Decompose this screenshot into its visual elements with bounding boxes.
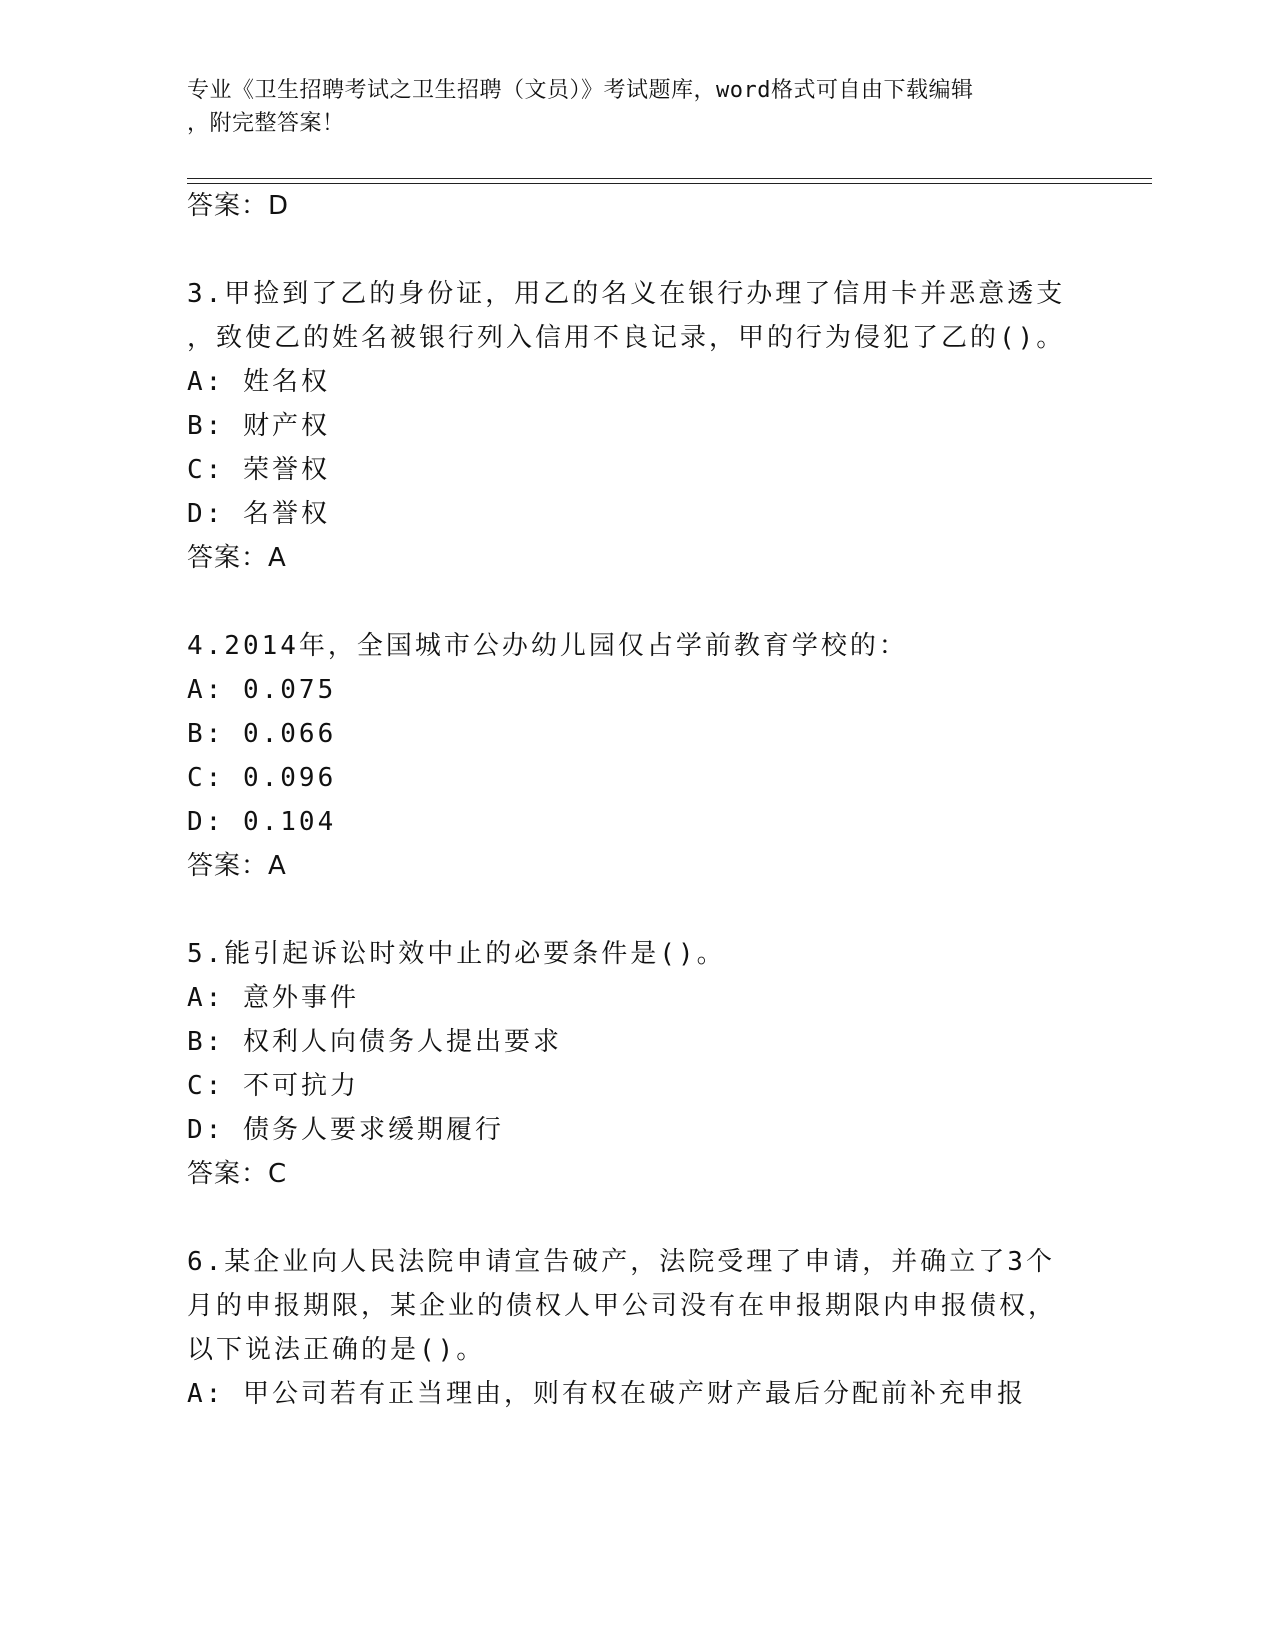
header-line-2: ，附完整答案！ <box>187 111 345 136</box>
q4-option-c: C: 0.096 <box>187 763 337 793</box>
q6-stem-line-3: 以下说法正确的是()。 <box>187 1335 486 1365</box>
q6-stem-line-1: 6.某企业向人民法院申请宣告破产，法院受理了申请，并确立了3个 <box>187 1247 1055 1277</box>
q4-option-d: D: 0.104 <box>187 807 337 837</box>
header-rule-top <box>187 178 1152 179</box>
q4-option-b: B: 0.066 <box>187 719 337 749</box>
q3-option-d: D: 名誉权 <box>187 499 330 529</box>
q2-answer: 答案：D <box>187 191 290 221</box>
q5-stem-line-1: 5.能引起诉讼时效中止的必要条件是()。 <box>187 939 726 969</box>
document-header <box>187 74 1067 140</box>
q3-stem-line-1: 3.甲捡到了乙的身份证，用乙的名义在银行办理了信用卡并恶意透支 <box>187 279 1066 309</box>
q4-stem-line-1: 4.2014年，全国城市公办幼儿园仅占学前教育学校的： <box>187 631 908 661</box>
q6-option-a: A: 甲公司若有正当理由，则有权在破产财产最后分配前补充申报 <box>187 1379 1026 1409</box>
q4-answer: 答案：A <box>187 851 287 881</box>
header-rule-bottom <box>187 183 1152 184</box>
q3-answer: 答案：A <box>187 543 287 573</box>
q4-option-a: A: 0.075 <box>187 675 337 705</box>
q5-answer: 答案：C <box>187 1159 288 1189</box>
q3-option-a: A: 姓名权 <box>187 367 330 397</box>
q5-option-d: D: 债务人要求缓期履行 <box>187 1115 504 1145</box>
q5-option-b: B: 权利人向债务人提出要求 <box>187 1027 562 1057</box>
q5-option-a: A: 意外事件 <box>187 983 359 1013</box>
q5-option-c: C: 不可抗力 <box>187 1071 359 1101</box>
q3-stem-line-2: ，致使乙的姓名被银行列入信用不良记录，甲的行为侵犯了乙的()。 <box>187 323 1066 353</box>
q3-option-b: B: 财产权 <box>187 411 330 441</box>
q3-option-c: C: 荣誉权 <box>187 455 330 485</box>
header-line-1: 专业《卫生招聘考试之卫生招聘（文员）》考试题库，word格式可自由下载编辑 <box>187 78 974 103</box>
q6-stem-line-2: 月的申报期限，某企业的债权人甲公司没有在申报期限内申报债权， <box>187 1291 1058 1321</box>
